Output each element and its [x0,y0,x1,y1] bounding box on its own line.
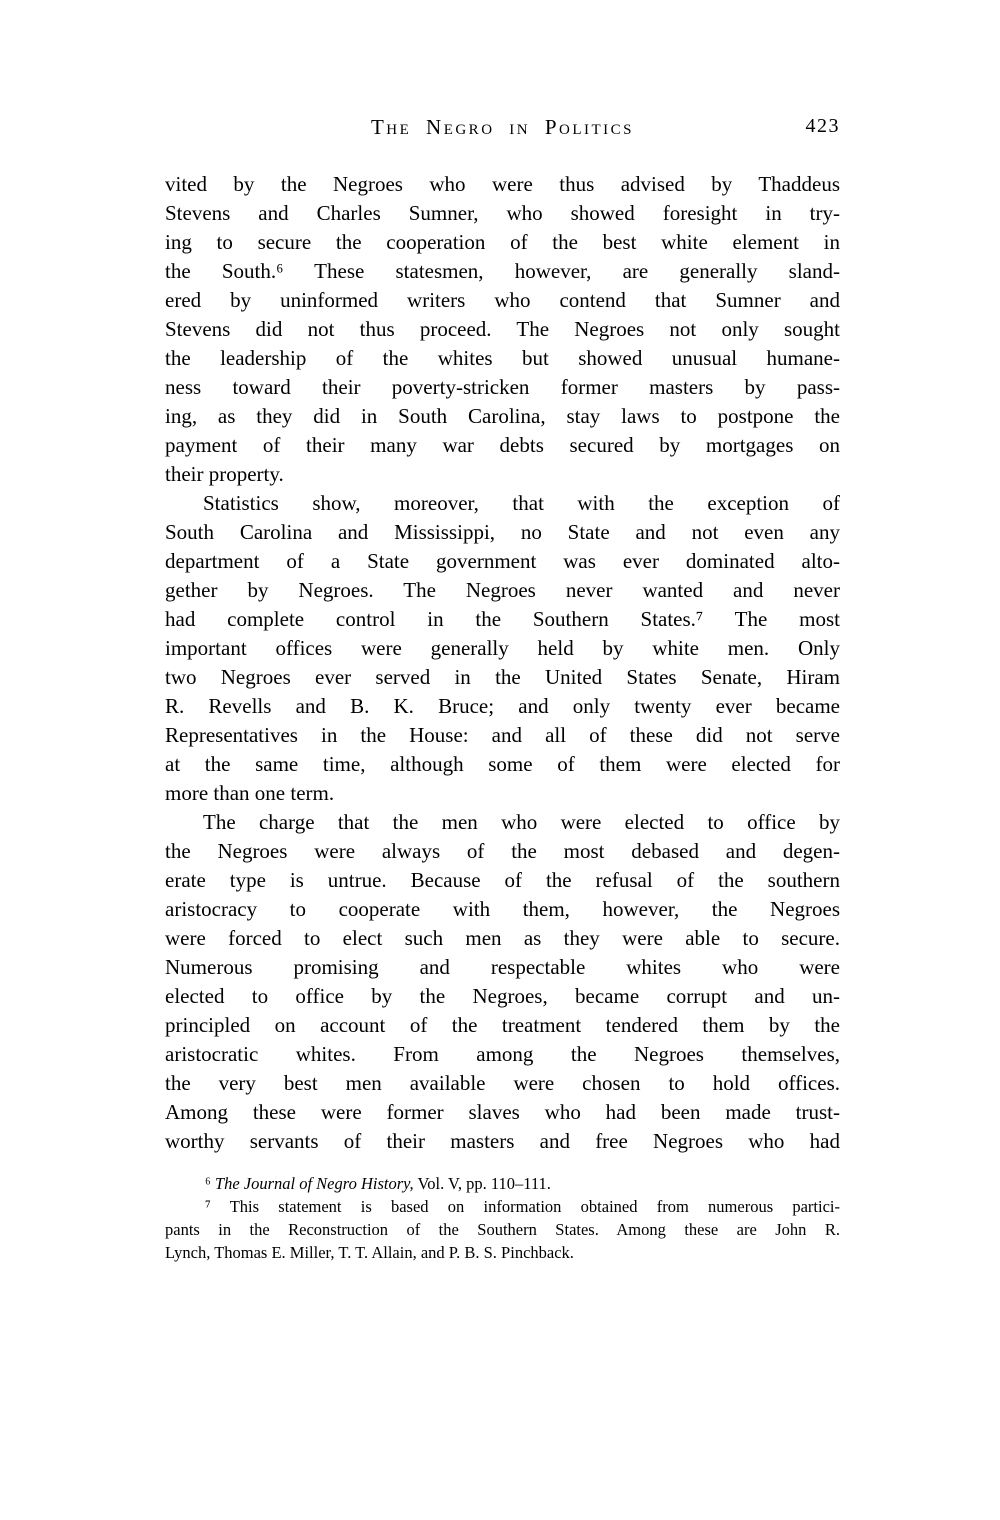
text-line: South Carolina and Mississippi, no State and not even any [165,520,840,544]
text-line: principled on account of the treatment tendered them by the [165,1013,840,1037]
text-line: aristocracy to cooperate with them, however, the Negroes [165,897,840,921]
page-body [165,170,840,1156]
text-line: important offices were generally held by white men. Only [165,636,840,660]
text-line: aristocratic whites. From among the Negroes themselves, [165,1042,840,1066]
journal-title-italic: The Journal of Negro History, [214,1174,414,1193]
text-line: Stevens and Charles Sumner, who showed foresight in try- [165,201,840,225]
page-number: 423 [805,115,840,137]
footnote-6 [165,1172,840,1195]
text-line: department of a State government was ever dominated alto- [165,549,840,573]
footnote-6-marker: ⁶ [205,1174,215,1193]
text-line: R. Revells and B. K. Bruce; and only twenty ever became [165,694,840,718]
text-line: payment of their many war debts secured by mortgages on [165,433,840,457]
footnotes [165,1172,840,1264]
text-line: ered by uninformed writers who contend that Sumner and [165,288,840,312]
footnote-6-text: Vol. V, pp. 110–111. [413,1174,551,1193]
text-line: erate type is untrue. Because of the refusal of the southern [165,868,840,892]
running-header-title: The Negro in Politics [370,115,635,139]
text-line: Among these were former slaves who had been made trust- [165,1100,840,1124]
text-line: gether by Negroes. The Negroes never wanted and never [165,578,840,602]
footnote-7-line [165,1195,840,1218]
text-line: ness toward their poverty-stricken former masters by pass- [165,375,840,399]
text-line: the Negroes were always of the most debased and degen- [165,839,840,863]
text-line: Representatives in the House: and all of these did not serve [165,723,840,747]
footnote-7-marker: ⁷ [205,1197,230,1216]
text-line: at the same time, although some of them were elected for [165,752,840,776]
footnote-7-line: Lynch, Thomas E. Miller, T. T. Allain, and P. B. S. Pinchback. [165,1243,574,1262]
text-line: the very best men available were chosen to hold offices. [165,1071,840,1095]
text-line: had complete control in the Southern States.⁷ The most [165,607,840,631]
text-line: the leadership of the whites but showed unusual humane- [165,346,840,370]
text-line: Statistics show, moreover, that with the exception of [203,491,840,515]
text-line: ing, as they did in South Carolina, stay laws to postpone the [165,404,840,428]
text-line: The charge that the men who were elected to office by [203,810,840,834]
text-line: their property. [165,462,284,486]
text-line: were forced to elect such men as they were able to secure. [165,926,840,950]
text-line: elected to office by the Negroes, became corrupt and un- [165,984,840,1008]
text-line: Stevens did not thus proceed. The Negroes not only sought [165,317,840,341]
text-line: Numerous promising and respectable whites who were [165,955,840,979]
text-line: worthy servants of their masters and free Negroes who had [165,1129,840,1153]
text-line: ing to secure the cooperation of the best white element in [165,230,840,254]
footnote-7-line: pants in the Reconstruction of the Southern States. Among these are John R. [165,1220,840,1239]
footnote-7-text: This statement is based on information obtained from numerous partici- [229,1197,840,1216]
text-line: vited by the Negroes who were thus advised by Thaddeus [165,172,840,196]
running-header [165,115,840,145]
text-line: two Negroes ever served in the United States Senate, Hiram [165,665,840,689]
text-line: the South.⁶ These statesmen, however, are generally sland- [165,259,840,283]
text-line: more than one term. [165,781,335,805]
